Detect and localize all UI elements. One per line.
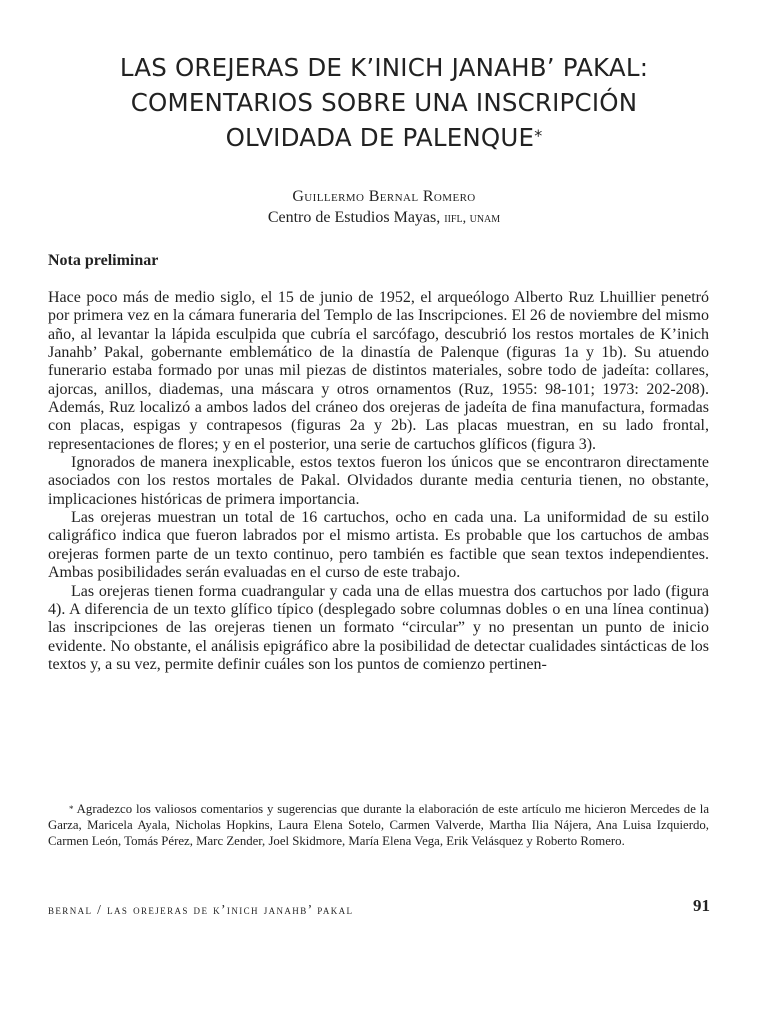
paragraph-1: Hace poco más de medio siglo, el 15 de junio de 1952, el arqueólogo Alberto Ruz Lhuillier penetró por primera vez en la cámara funeraria del Templo de las Inscripciones. El 26 de noviembre del mismo año, al levantar la lápida esculpida que cubría el sarcófago, descubrió los restos mortales de K’inich Janahb’ Pakal, gobernante emblemático de la dinastía de Palenque (figuras 1a y 1b). Su atuendo funerario estaba formado por unas mil piezas de distintos materiales, sobre todo de jadeíta: collares, ajorcas, anillos, diademas, una máscara y otros ornamentos (Ruz, 1955: 98-101; 1973: 202-208). Además, Ruz localizó a ambos lados del cráneo dos orejeras de jadeíta de fina manufactura, formadas con placas, espigas y contrapesos (figuras 2a y 2b). Las placas muestran, en su lado frontal, representaciones de flores; y en el posterior, una serie de cartuchos glíficos (figura 3). (48, 289, 709, 453)
title-line-1: LAS OREJERAS DE K’INICH JANAHB’ PAKAL: (119, 53, 649, 82)
article-body (48, 289, 709, 674)
affiliation-iifl: iifl (444, 211, 463, 226)
title-line-2: COMENTARIOS SOBRE UNA INSCRIPCIÓN (130, 88, 638, 117)
author-block (40, 186, 728, 229)
author-name: Guillermo Bernal Romero (292, 188, 476, 205)
title-footnote-mark: * (534, 126, 543, 145)
affiliation-unam: unam (469, 211, 501, 226)
footnote-text: Agradezco los valiosos comentarios y sugerencias que durante la elaboración de este artículo me hicieron Mercedes de la Garza, Maricela Ayala, Nicholas Hopkins, Laura Elena Sotelo, Carmen Valverde, Martha Ilia Nájera, Ana Luisa Izquierdo, Carmen León, Tomás Pérez, Marc Zender, Joel Skidmore, María Elena Vega, Erik Velásquez y Roberto Romero. (48, 802, 709, 849)
title-line-3 (40, 120, 728, 155)
affiliation-prefix: Centro de Estudios Mayas, (267, 209, 445, 226)
footnote-mark: * (69, 804, 74, 814)
paragraph-2: Ignorados de manera inexplicable, estos textos fueron los únicos que se encontraron directamente asociados con los restos mortales de Pakal. Olvidados durante media centuria tienen, no obstante, implicaciones históricas de primera importancia. (48, 454, 709, 508)
running-head: bernal / las orejeras de k’inich janahb’ pakal (48, 902, 354, 917)
paragraph-3: Las orejeras muestran un total de 16 cartuchos, ocho en cada una. La uniformidad de su estilo caligráfico indica que fueron labrados por el mismo artista. Es probable que los cartuchos de ambas orejeras formen parte de un texto continuo, pero también es factible que sean textos independientes. Ambas posibilidades serán evaluadas en el curso de este trabajo. (48, 509, 709, 582)
affiliation-separator: , (462, 211, 470, 226)
footnote (48, 801, 709, 850)
page-number: 91 (693, 896, 710, 915)
author-affiliation (40, 207, 728, 229)
title-line-3-text: OLVIDADA DE PALENQUE (225, 123, 535, 152)
paragraph-4: Las orejeras tienen forma cuadrangular y cada una de ellas muestra dos cartuchos por lado (figura 4). A diferencia de un texto glífico típico (desplegado sobre columnas dobles o en una línea continua) las inscripciones de las orejeras tienen un formato “circular” y no presentan un punto de inicio evidente. No obstante, el análisis epigráfico abre la posibilidad de detectar cualidades sintácticas de los textos y, a su vez, permite definir cuáles son los puntos de comienzo pertinen- (48, 582, 709, 673)
article-title (40, 50, 728, 155)
section-heading: Nota preliminar (48, 252, 159, 269)
